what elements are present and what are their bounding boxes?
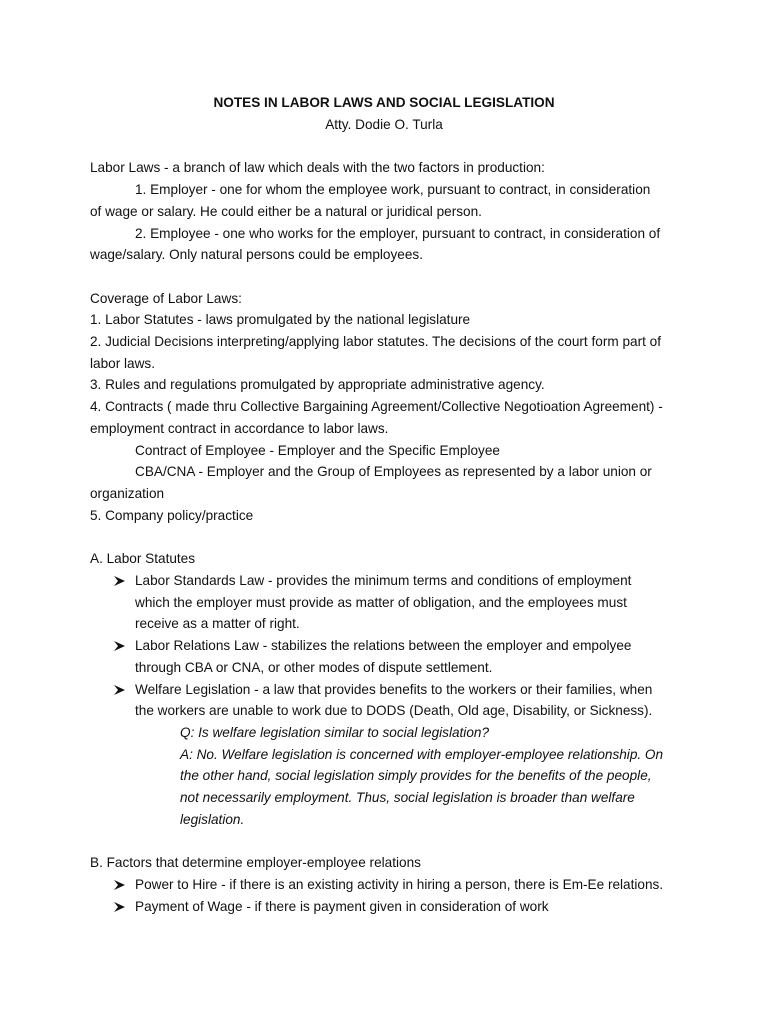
labor-relations-law-cont: through CBA or CNA, or other modes of dispute settlement. bbox=[135, 660, 493, 675]
labor-relations-law-line: Labor Relations Law - stabilizes the relations between the employer and empolyee bbox=[135, 638, 632, 653]
labor-standards-law-line: Labor Standards Law - provides the minimum terms and conditions of employment bbox=[135, 573, 632, 588]
employee-definition-cont: wage/salary. Only natural persons could be employees. bbox=[90, 247, 423, 262]
coverage-item-5: 5. Company policy/practice bbox=[90, 508, 254, 523]
labor-standards-law-cont-2: receive as a matter of right. bbox=[135, 616, 300, 631]
contract-of-employee-line: Contract of Employee - Employer and the Specific Employee bbox=[135, 443, 500, 458]
welfare-legislation-cont: the workers are unable to work due to DODS (Death, Old age, Disability, or Sickness). bbox=[135, 703, 653, 718]
cba-cna-line-cont: organization bbox=[90, 486, 165, 501]
arrow-bullet-icon bbox=[113, 878, 127, 892]
arrow-bullet-icon bbox=[113, 639, 127, 653]
answer-line-1: A: No. Welfare legislation is concerned with employer-employee relationship. On bbox=[180, 747, 664, 762]
coverage-item-2: 2. Judicial Decisions interpreting/applying labor statutes. The decisions of the court form part of bbox=[90, 334, 661, 349]
answer-line-3: not necessarily employment. Thus, social legislation is broader than welfare bbox=[180, 790, 635, 805]
answer-line-4: legislation. bbox=[180, 812, 245, 827]
arrow-bullet-icon bbox=[113, 574, 127, 588]
arrow-bullet-icon bbox=[113, 683, 127, 697]
labor-standards-law-cont-1: which the employer must provide as matter of obligation, and the employees must bbox=[135, 595, 627, 610]
question-line: Q: Is welfare legislation similar to social legislation? bbox=[180, 725, 490, 740]
arrow-bullet-icon bbox=[113, 900, 127, 914]
coverage-item-4-cont: employment contract in accordance to labor laws. bbox=[90, 421, 389, 436]
welfare-legislation-line: Welfare Legislation - a law that provides benefits to the workers or their families, when bbox=[135, 682, 653, 697]
coverage-item-4: 4. Contracts ( made thru Collective Bargaining Agreement/Collective Negotioation Agreement) - bbox=[90, 399, 663, 414]
coverage-item-3: 3. Rules and regulations promulgated by appropriate administrative agency. bbox=[90, 377, 545, 392]
coverage-item-2-cont: labor laws. bbox=[90, 356, 155, 371]
coverage-item-1: 1. Labor Statutes - laws promulgated by the national legislature bbox=[90, 312, 471, 327]
employer-definition-cont: of wage or salary. He could either be a natural or juridical person. bbox=[90, 204, 482, 219]
section-a-heading: A. Labor Statutes bbox=[90, 551, 196, 566]
power-to-hire-line: Power to Hire - if there is an existing activity in hiring a person, there is Em-Ee relations. bbox=[135, 877, 664, 892]
section-b-heading: B. Factors that determine employer-employee relations bbox=[90, 855, 421, 870]
payment-of-wage-line: Payment of Wage - if there is payment given in consideration of work bbox=[135, 899, 549, 914]
paragraph-labor-laws-definition: Labor Laws - a branch of law which deals with the two factors in production: bbox=[90, 160, 545, 175]
cba-cna-line: CBA/CNA - Employer and the Group of Employees as represented by a labor union or bbox=[135, 464, 652, 479]
coverage-heading: Coverage of Labor Laws: bbox=[90, 291, 242, 306]
document-author: Atty. Dodie O. Turla bbox=[325, 117, 443, 132]
employee-definition-line: 2. Employee - one who works for the employer, pursuant to contract, in consideration of bbox=[135, 226, 661, 241]
document-title: NOTES IN LABOR LAWS AND SOCIAL LEGISLATION bbox=[213, 95, 555, 110]
answer-line-2: the other hand, social legislation simply provides for the benefits of the people, bbox=[180, 768, 652, 783]
employer-definition-line: 1. Employer - one for whom the employee work, pursuant to contract, in consideration bbox=[135, 182, 651, 197]
